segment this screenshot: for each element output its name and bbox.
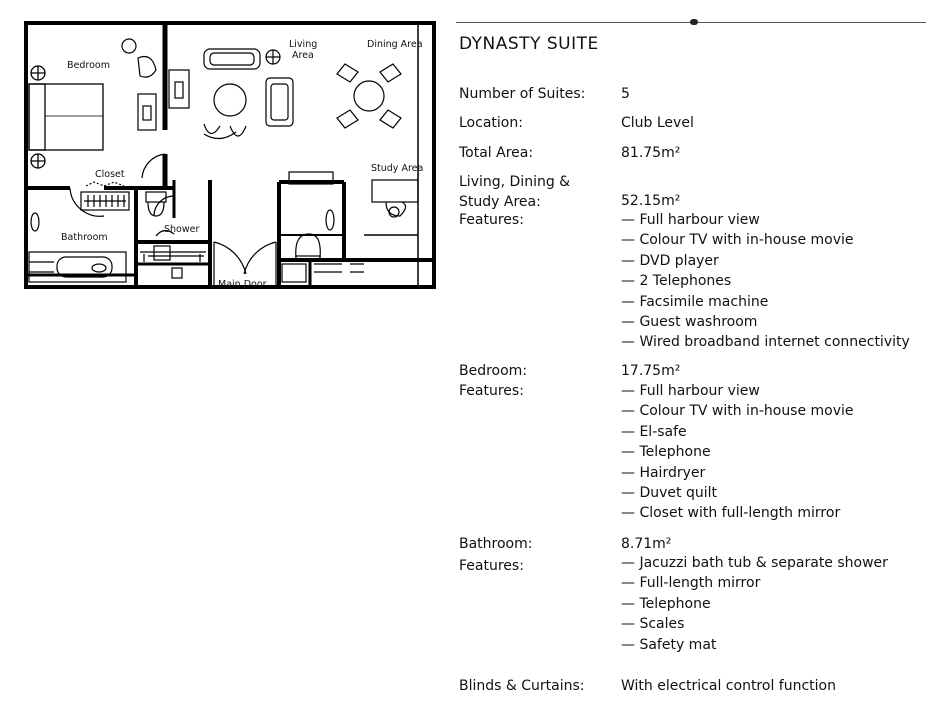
bedroom-features-label: Features:: [459, 383, 524, 399]
living-features-list: [621, 210, 910, 353]
living-furniture: [204, 49, 293, 139]
list-item: — Duvet quilt: [621, 483, 854, 503]
label-study: Study Area: [371, 163, 424, 174]
list-item: — Closet with full-length mirror: [621, 503, 854, 523]
bedroom-value: 17.75m²: [621, 363, 681, 379]
label-bedroom: Bedroom: [67, 60, 110, 71]
list-item: — 2 Telephones: [621, 271, 910, 291]
label-shower: Shower: [164, 224, 200, 235]
floor-plan: [24, 20, 438, 292]
bathroom-features-list: [621, 553, 888, 655]
list-item: — Scales: [621, 614, 888, 634]
list-item: — Guest washroom: [621, 312, 910, 332]
bathroom-features-label: Features:: [459, 558, 524, 574]
list-item: — Colour TV with in-house movie: [621, 401, 854, 421]
bedroom-label: Bedroom:: [459, 363, 528, 379]
label-living: Living: [289, 39, 318, 50]
list-item: — Full-length mirror: [621, 573, 888, 593]
bedroom-furniture: [122, 39, 189, 130]
study-furniture: [372, 180, 418, 217]
blinds-value: With electrical control function: [621, 678, 836, 694]
list-item: — Safety mat: [621, 635, 888, 655]
label-living-area: Area: [292, 50, 314, 61]
location-value: Club Level: [621, 115, 694, 131]
list-item: — Full harbour view: [621, 381, 854, 401]
living-area-label: Living, Dining & Study Area:: [459, 174, 571, 210]
dining-furniture: [337, 64, 401, 128]
list-item: — Jacuzzi bath tub & separate shower: [621, 553, 888, 573]
bedroom-features-list: [621, 381, 854, 524]
living-area-value: 52.15m²: [621, 193, 681, 209]
list-item: — Facsimile machine: [621, 292, 910, 312]
header-rule-dot: [690, 19, 698, 25]
bathroom-label: Bathroom:: [459, 536, 533, 552]
label-bathroom: Bathroom: [61, 232, 108, 243]
list-item: — El-safe: [621, 422, 854, 442]
number-of-suites-label: Number of Suites:: [459, 86, 586, 102]
bathroom-value: 8.71m²: [621, 536, 672, 552]
number-of-suites-value: 5: [621, 86, 630, 102]
list-item: — Hairdryer: [621, 463, 854, 483]
location-label: Location:: [459, 115, 523, 131]
list-item: — Colour TV with in-house movie: [621, 230, 910, 250]
blinds-label: Blinds & Curtains:: [459, 678, 585, 694]
living-features-label: Features:: [459, 212, 524, 228]
label-dining: Dining Area: [367, 39, 423, 50]
list-item: — DVD player: [621, 251, 910, 271]
suite-title: DYNASTY SUITE: [459, 34, 599, 54]
list-item: — Wired broadband internet connectivity: [621, 332, 910, 352]
total-area-label: Total Area:: [459, 145, 534, 161]
list-item: — Telephone: [621, 442, 854, 462]
label-closet: Closet: [95, 169, 125, 180]
guest-washroom: [282, 172, 364, 282]
list-item: — Telephone: [621, 594, 888, 614]
label-main-door: Main Door: [218, 279, 267, 290]
bed: [29, 66, 103, 168]
total-area-value: 81.75m²: [621, 145, 681, 161]
list-item: — Full harbour view: [621, 210, 910, 230]
